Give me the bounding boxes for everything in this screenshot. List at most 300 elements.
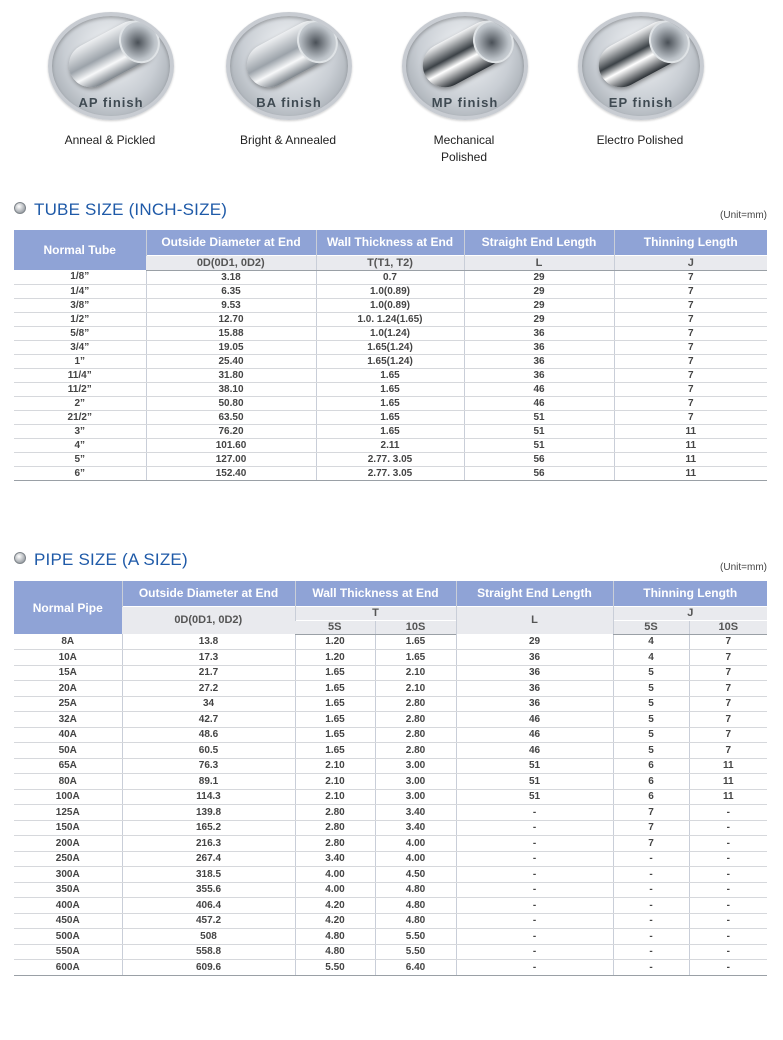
table-cell: 2.11	[316, 438, 464, 452]
finish-caption: Electro Polished	[596, 133, 684, 147]
table-cell: 609.6	[122, 960, 295, 976]
table-cell: 6	[613, 789, 689, 805]
table-cell: 7	[613, 805, 689, 821]
table-cell: 558.8	[122, 944, 295, 960]
table-row	[14, 312, 767, 326]
table-cell: 4	[613, 634, 689, 650]
table-cell: -	[689, 867, 767, 883]
subheader-l: L	[464, 255, 614, 270]
table-cell: 1.0. 1.24(1.65)	[316, 312, 464, 326]
subheader-od: 0D(0D1, 0D2)	[146, 255, 316, 270]
table-cell: 300A	[14, 867, 122, 883]
table-cell: -	[456, 960, 613, 976]
table-cell: 4.80	[375, 898, 456, 914]
table-cell: 2.80	[375, 727, 456, 743]
table-cell: -	[456, 882, 613, 898]
table-cell: 29	[464, 284, 614, 298]
table-cell: 36	[456, 665, 613, 681]
table-row	[14, 882, 767, 898]
table-cell: 139.8	[122, 805, 295, 821]
table-cell: 1/8”	[14, 270, 146, 284]
table-row	[14, 820, 767, 836]
table-row	[14, 696, 767, 712]
table-cell: 3.40	[295, 851, 375, 867]
table-cell: 4.80	[295, 944, 375, 960]
col-header-straight-end-length: Straight End Length	[456, 581, 613, 606]
finish-badge: EP finish	[608, 95, 674, 110]
table-cell: -	[456, 820, 613, 836]
table-cell: -	[456, 913, 613, 929]
table-cell: 7	[689, 696, 767, 712]
table-cell: 25A	[14, 696, 122, 712]
table-cell: 20A	[14, 681, 122, 697]
table-cell: 31.80	[146, 368, 316, 382]
table-cell: 27.2	[122, 681, 295, 697]
table-cell: 2.10	[375, 665, 456, 681]
table-row	[14, 368, 767, 382]
table-cell: 5	[613, 696, 689, 712]
ap-finish-tube-icon	[48, 12, 174, 120]
table-row	[14, 944, 767, 960]
table-cell: 7	[613, 820, 689, 836]
table-cell: -	[613, 960, 689, 976]
table-row	[14, 712, 767, 728]
table-row	[14, 634, 767, 650]
table-row	[14, 898, 767, 914]
subheader-l: L	[456, 606, 613, 634]
table-cell: 36	[464, 326, 614, 340]
table-cell: 19.05	[146, 340, 316, 354]
table-cell: 4.00	[295, 867, 375, 883]
table-cell: 36	[456, 650, 613, 666]
table-cell: -	[456, 929, 613, 945]
table-row	[14, 650, 767, 666]
table-cell: 7	[614, 368, 767, 382]
table-cell: 1/2”	[14, 312, 146, 326]
table-cell: 100A	[14, 789, 122, 805]
table-row	[14, 466, 767, 480]
table-cell: 508	[122, 929, 295, 945]
table-cell: 1.0(0.89)	[316, 284, 464, 298]
table-cell: 1.65	[375, 634, 456, 650]
table-cell: 2.10	[375, 681, 456, 697]
table-cell: -	[689, 851, 767, 867]
table-cell: 5	[613, 727, 689, 743]
subheader-j-10s: 10S	[689, 620, 767, 634]
col-header-wall-thickness: Wall Thickness at End	[316, 230, 464, 255]
table-cell: 1.65	[316, 410, 464, 424]
table-cell: 11	[614, 466, 767, 480]
table-row	[14, 805, 767, 821]
table-cell: 7	[613, 836, 689, 852]
subheader-t: T(T1, T2)	[316, 255, 464, 270]
table-row	[14, 913, 767, 929]
table-cell: 15A	[14, 665, 122, 681]
table-row	[14, 298, 767, 312]
pipe-size-table	[14, 581, 767, 976]
table-cell: 2.10	[295, 758, 375, 774]
table-cell: -	[456, 867, 613, 883]
table-cell: 76.20	[146, 424, 316, 438]
table-cell: 63.50	[146, 410, 316, 424]
table-cell: 7	[614, 396, 767, 410]
table-cell: -	[689, 960, 767, 976]
table-cell: 127.00	[146, 452, 316, 466]
table-cell: 1.65(1.24)	[316, 354, 464, 368]
table-cell: 4.20	[295, 898, 375, 914]
finish-badge: MP finish	[431, 95, 499, 110]
table-cell: 3.00	[375, 789, 456, 805]
table-cell: 5/8”	[14, 326, 146, 340]
table-cell: 89.1	[122, 774, 295, 790]
table-cell: 101.60	[146, 438, 316, 452]
table-cell: 76.3	[122, 758, 295, 774]
table-cell: 216.3	[122, 836, 295, 852]
table-cell: 21/2”	[14, 410, 146, 424]
tube-size-table	[14, 230, 767, 481]
table-cell: 11	[689, 758, 767, 774]
table-cell: -	[613, 867, 689, 883]
table-cell: 5	[613, 712, 689, 728]
table-cell: 11	[689, 789, 767, 805]
table-cell: 12.70	[146, 312, 316, 326]
table-cell: 2.10	[295, 774, 375, 790]
col-header-normal-tube: Normal Tube	[14, 230, 146, 270]
table-cell: 5.50	[295, 960, 375, 976]
table-cell: 1.65	[375, 650, 456, 666]
table-cell: 2.77. 3.05	[316, 466, 464, 480]
table-cell: 42.7	[122, 712, 295, 728]
table-cell: 355.6	[122, 882, 295, 898]
table-cell: 2.80	[375, 712, 456, 728]
table-row	[14, 410, 767, 424]
table-cell: 250A	[14, 851, 122, 867]
table-cell: 21.7	[122, 665, 295, 681]
table-cell: 7	[689, 681, 767, 697]
table-cell: 7	[614, 298, 767, 312]
table-cell: 4	[613, 650, 689, 666]
table-cell: 457.2	[122, 913, 295, 929]
table-cell: 36	[456, 681, 613, 697]
table-cell: 56	[464, 452, 614, 466]
table-cell: 7	[614, 312, 767, 326]
table-cell: 80A	[14, 774, 122, 790]
table-cell: 1/4”	[14, 284, 146, 298]
table-cell: -	[689, 944, 767, 960]
table-cell: 5	[613, 681, 689, 697]
table-cell: 4.20	[295, 913, 375, 929]
finish-caption: Bright & Annealed	[239, 133, 337, 147]
table-cell: 1.65	[316, 396, 464, 410]
table-cell: 406.4	[122, 898, 295, 914]
table-cell: 34	[122, 696, 295, 712]
subheader-t-10s: 10S	[375, 620, 456, 634]
table-cell: -	[613, 944, 689, 960]
finish-badge: AP finish	[78, 95, 144, 110]
table-cell: 46	[456, 727, 613, 743]
table-cell: 1.65	[295, 665, 375, 681]
table-cell: 51	[456, 758, 613, 774]
table-cell: -	[613, 929, 689, 945]
table-cell: -	[456, 836, 613, 852]
table-cell: 150A	[14, 820, 122, 836]
col-header-wall-thickness: Wall Thickness at End	[295, 581, 456, 606]
table-cell: 4.00	[375, 836, 456, 852]
table-cell: 6	[613, 758, 689, 774]
table-cell: 46	[456, 743, 613, 759]
table-cell: 3”	[14, 424, 146, 438]
table-row	[14, 929, 767, 945]
table-cell: 1.65	[295, 727, 375, 743]
table-row	[14, 326, 767, 340]
table-cell: 1.65	[295, 696, 375, 712]
subheader-t: T	[295, 606, 456, 620]
table-cell: 46	[456, 712, 613, 728]
table-cell: 3.40	[375, 805, 456, 821]
table-cell: 13.8	[122, 634, 295, 650]
table-cell: -	[689, 820, 767, 836]
table-cell: 6.35	[146, 284, 316, 298]
table-cell: 1.0(1.24)	[316, 326, 464, 340]
table-row	[14, 727, 767, 743]
table-cell: 50.80	[146, 396, 316, 410]
table-cell: 6	[613, 774, 689, 790]
table-cell: 165.2	[122, 820, 295, 836]
table-cell: 51	[464, 424, 614, 438]
table-cell: 4.80	[375, 882, 456, 898]
table-cell: 11	[614, 424, 767, 438]
table-row	[14, 743, 767, 759]
table-row	[14, 438, 767, 452]
table-cell: 1.20	[295, 634, 375, 650]
table-cell: -	[456, 851, 613, 867]
table-cell: 450A	[14, 913, 122, 929]
table-cell: 36	[464, 354, 614, 368]
table-cell: 1.65	[316, 368, 464, 382]
finish-mp	[402, 12, 526, 166]
table-cell: 5.50	[375, 929, 456, 945]
table-cell: -	[689, 882, 767, 898]
table-cell: 7	[689, 650, 767, 666]
table-cell: 4.00	[375, 851, 456, 867]
table-cell: 1”	[14, 354, 146, 368]
table-row	[14, 340, 767, 354]
table-row	[14, 789, 767, 805]
table-cell: 1.65	[316, 424, 464, 438]
table-cell: 7	[689, 634, 767, 650]
table-cell: 4.50	[375, 867, 456, 883]
table-cell: 51	[464, 410, 614, 424]
table-cell: 51	[456, 774, 613, 790]
col-header-outside-diameter: Outside Diameter at End	[146, 230, 316, 255]
finish-ep	[578, 12, 702, 149]
subheader-j-5s: 5S	[613, 620, 689, 634]
table-cell: -	[689, 898, 767, 914]
table-cell: 318.5	[122, 867, 295, 883]
subheader-j: J	[614, 255, 767, 270]
table-cell: 7	[689, 712, 767, 728]
table-cell: 7	[614, 340, 767, 354]
table-cell: 11	[689, 774, 767, 790]
table-cell: 1.65	[295, 712, 375, 728]
ba-finish-tube-icon	[226, 12, 352, 120]
table-cell: 51	[456, 789, 613, 805]
ep-finish-tube-icon	[578, 12, 704, 120]
table-cell: 7	[614, 270, 767, 284]
table-cell: 200A	[14, 836, 122, 852]
table-cell: -	[689, 929, 767, 945]
table-cell: 36	[464, 368, 614, 382]
table-cell: 5.50	[375, 944, 456, 960]
table-cell: 10A	[14, 650, 122, 666]
finish-ap	[48, 12, 172, 149]
table-row	[14, 758, 767, 774]
table-row	[14, 867, 767, 883]
table-cell: 7	[614, 354, 767, 368]
table-cell: 1.65	[295, 681, 375, 697]
table-cell: 11/4”	[14, 368, 146, 382]
finish-gallery	[48, 12, 728, 162]
table-cell: 50A	[14, 743, 122, 759]
table-cell: 32A	[14, 712, 122, 728]
table-cell: 1.0(0.89)	[316, 298, 464, 312]
tube-unit-note: (Unit=mm)	[720, 210, 767, 221]
table-cell: 36	[456, 696, 613, 712]
table-cell: -	[613, 913, 689, 929]
table-cell: 600A	[14, 960, 122, 976]
table-cell: 7	[689, 743, 767, 759]
table-cell: 2.80	[375, 743, 456, 759]
table-cell: 7	[689, 665, 767, 681]
table-cell: 3.00	[375, 774, 456, 790]
table-cell: 8A	[14, 634, 122, 650]
table-cell: 9.53	[146, 298, 316, 312]
table-cell: 125A	[14, 805, 122, 821]
table-cell: 7	[614, 382, 767, 396]
table-cell: 7	[689, 727, 767, 743]
table-cell: 36	[464, 340, 614, 354]
table-cell: -	[613, 851, 689, 867]
pipe-unit-note: (Unit=mm)	[720, 562, 767, 573]
table-cell: -	[613, 882, 689, 898]
table-cell: 11	[614, 438, 767, 452]
table-cell: 7	[614, 410, 767, 424]
table-cell: 29	[456, 634, 613, 650]
bullet-icon	[14, 202, 26, 214]
table-cell: 29	[464, 270, 614, 284]
table-cell: 1.65	[295, 743, 375, 759]
table-cell: -	[456, 898, 613, 914]
table-row	[14, 960, 767, 976]
col-header-outside-diameter: Outside Diameter at End	[122, 581, 295, 606]
table-row	[14, 851, 767, 867]
table-cell: 7	[614, 284, 767, 298]
table-cell: 7	[614, 326, 767, 340]
col-header-straight-end-length: Straight End Length	[464, 230, 614, 255]
table-cell: 6”	[14, 466, 146, 480]
table-row	[14, 452, 767, 466]
table-cell: 3.18	[146, 270, 316, 284]
table-cell: 5”	[14, 452, 146, 466]
table-row	[14, 396, 767, 410]
table-row	[14, 681, 767, 697]
table-cell: 2.10	[295, 789, 375, 805]
table-cell: 2.80	[375, 696, 456, 712]
table-cell: 11/2”	[14, 382, 146, 396]
table-cell: 29	[464, 312, 614, 326]
table-cell: 60.5	[122, 743, 295, 759]
table-cell: 1.65(1.24)	[316, 340, 464, 354]
table-cell: 1.20	[295, 650, 375, 666]
table-cell: 550A	[14, 944, 122, 960]
table-cell: 4.80	[375, 913, 456, 929]
table-cell: 3/4”	[14, 340, 146, 354]
table-cell: 152.40	[146, 466, 316, 480]
table-cell: -	[689, 836, 767, 852]
table-cell: 29	[464, 298, 614, 312]
table-cell: -	[456, 944, 613, 960]
table-cell: 25.40	[146, 354, 316, 368]
table-cell: 56	[464, 466, 614, 480]
table-cell: 11	[614, 452, 767, 466]
table-row	[14, 270, 767, 284]
table-cell: 3.40	[375, 820, 456, 836]
table-cell: 48.6	[122, 727, 295, 743]
table-cell: 5	[613, 665, 689, 681]
table-cell: 2.77. 3.05	[316, 452, 464, 466]
finish-caption: Mechanical Polished	[433, 133, 495, 164]
table-cell: 2.80	[295, 836, 375, 852]
tube-section-title: TUBE SIZE (INCH-SIZE)	[14, 200, 227, 220]
table-cell: -	[689, 913, 767, 929]
table-row	[14, 836, 767, 852]
finish-caption: Anneal & Pickled	[64, 133, 156, 147]
table-cell: 2.80	[295, 805, 375, 821]
table-row	[14, 665, 767, 681]
subheader-od: 0D(0D1, 0D2)	[122, 606, 295, 634]
table-cell: 3/8”	[14, 298, 146, 312]
table-cell: 400A	[14, 898, 122, 914]
finish-ba	[226, 12, 350, 149]
table-cell: 500A	[14, 929, 122, 945]
finish-badge: BA finish	[256, 95, 322, 110]
table-cell: -	[689, 805, 767, 821]
table-cell: 114.3	[122, 789, 295, 805]
table-cell: 2.80	[295, 820, 375, 836]
table-cell: 0.7	[316, 270, 464, 284]
pipe-section-title: PIPE SIZE (A SIZE)	[14, 550, 188, 570]
table-row	[14, 284, 767, 298]
subheader-t-5s: 5S	[295, 620, 375, 634]
table-cell: 38.10	[146, 382, 316, 396]
table-row	[14, 354, 767, 368]
table-cell: -	[613, 898, 689, 914]
table-cell: 46	[464, 396, 614, 410]
table-cell: 4.80	[295, 929, 375, 945]
table-cell: 267.4	[122, 851, 295, 867]
col-header-thinning-length: Thinning Length	[614, 230, 767, 255]
bullet-icon	[14, 552, 26, 564]
table-row	[14, 382, 767, 396]
table-row	[14, 774, 767, 790]
table-cell: 1.65	[316, 382, 464, 396]
col-header-thinning-length: Thinning Length	[613, 581, 767, 606]
mp-finish-tube-icon	[402, 12, 528, 120]
table-cell: 40A	[14, 727, 122, 743]
table-cell: 46	[464, 382, 614, 396]
table-cell: 15.88	[146, 326, 316, 340]
table-cell: 6.40	[375, 960, 456, 976]
